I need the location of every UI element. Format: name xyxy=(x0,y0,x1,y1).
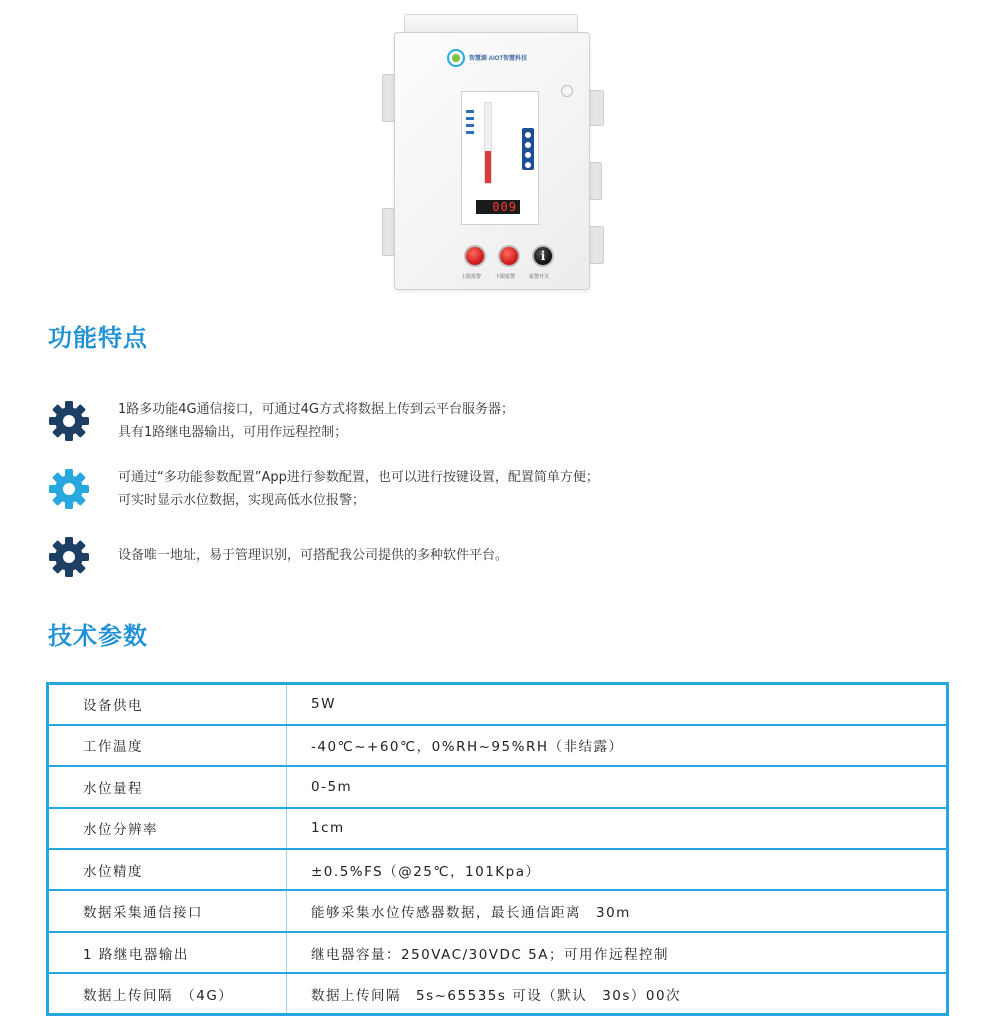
product-image xyxy=(378,12,608,290)
alarm-switch-label: 报警开关 xyxy=(529,274,550,280)
device-latch xyxy=(588,226,604,264)
spec-label: 水位精度 xyxy=(49,849,287,890)
table-row xyxy=(49,932,946,973)
device-screw xyxy=(561,85,573,97)
feature-line: 设备唯一地址，易于管理识别，可搭配我公司提供的多种软件平台。 xyxy=(118,548,509,563)
features-title: 功能特点 xyxy=(48,324,148,352)
spec-value: 数据上传间隔 5s~65535s 可设（默认 30s）00次 xyxy=(287,973,947,1013)
device-keypad xyxy=(522,128,534,170)
table-row xyxy=(49,685,946,725)
device-latch xyxy=(588,162,602,200)
spec-value: 1cm xyxy=(287,808,947,849)
alarm-switch-button xyxy=(532,245,554,267)
device-enclosure xyxy=(394,32,590,290)
feature-text xyxy=(118,544,508,567)
feature-line: 1路多功能4G通信接口，可通过4G方式将数据上传到云平台服务器； xyxy=(118,402,514,417)
device-status-leds xyxy=(466,110,474,138)
gear-icon xyxy=(48,536,90,578)
table-row xyxy=(49,766,946,807)
table-row xyxy=(49,973,946,1013)
device-digital-readout: 009 xyxy=(476,200,520,214)
table-row xyxy=(49,808,946,849)
feature-line: 具有1路继电器输出，可用作远程控制； xyxy=(118,425,348,440)
table-row xyxy=(49,725,946,766)
gear-icon xyxy=(48,400,90,442)
spec-label: 数据采集通信接口 xyxy=(49,890,287,931)
feature-text xyxy=(118,398,514,444)
water-level-bar xyxy=(484,102,492,184)
device-latch xyxy=(588,90,604,126)
water-level-fill xyxy=(485,151,491,183)
lower-alarm-label: 下限报警 xyxy=(495,274,516,280)
table-row xyxy=(49,890,946,931)
spec-label: 水位分辨率 xyxy=(49,808,287,849)
spec-label: 1 路继电器输出 xyxy=(49,932,287,973)
upper-alarm-label: 上限报警 xyxy=(461,274,482,280)
gear-icon xyxy=(48,468,90,510)
table-row xyxy=(49,849,946,890)
lower-alarm-button xyxy=(498,245,520,267)
spec-value: 继电器容量：250VAC/30VDC 5A；可用作远程控制 xyxy=(287,932,947,973)
specs-title: 技术参数 xyxy=(48,622,148,650)
upper-alarm-button xyxy=(464,245,486,267)
brand-logo-icon xyxy=(447,49,465,67)
feature-line: 可实时显示水位数据，实现高低水位报警； xyxy=(118,493,366,508)
spec-label: 设备供电 xyxy=(49,685,287,725)
spec-value: -40℃~+60℃，0%RH~95%RH（非结露） xyxy=(287,725,947,766)
spec-value: ±0.5%FS（@25℃，101Kpa） xyxy=(287,849,947,890)
spec-table xyxy=(46,682,949,1016)
spec-label: 数据上传间隔 （4G） xyxy=(49,973,287,1013)
spec-label: 水位量程 xyxy=(49,766,287,807)
spec-value: 0-5m xyxy=(287,766,947,807)
device-display-panel xyxy=(461,91,539,225)
spec-label: 工作温度 xyxy=(49,725,287,766)
spec-value: 能够采集水位传感器数据，最长通信距离 30m xyxy=(287,890,947,931)
feature-text xyxy=(118,466,599,512)
device-brand-text: 智慧源 AIOT智慧科技 xyxy=(469,56,527,62)
feature-line: 可通过“多功能参数配置”App进行参数配置，也可以进行按键设置，配置简单方便； xyxy=(118,470,599,485)
spec-value: 5W xyxy=(311,696,336,713)
